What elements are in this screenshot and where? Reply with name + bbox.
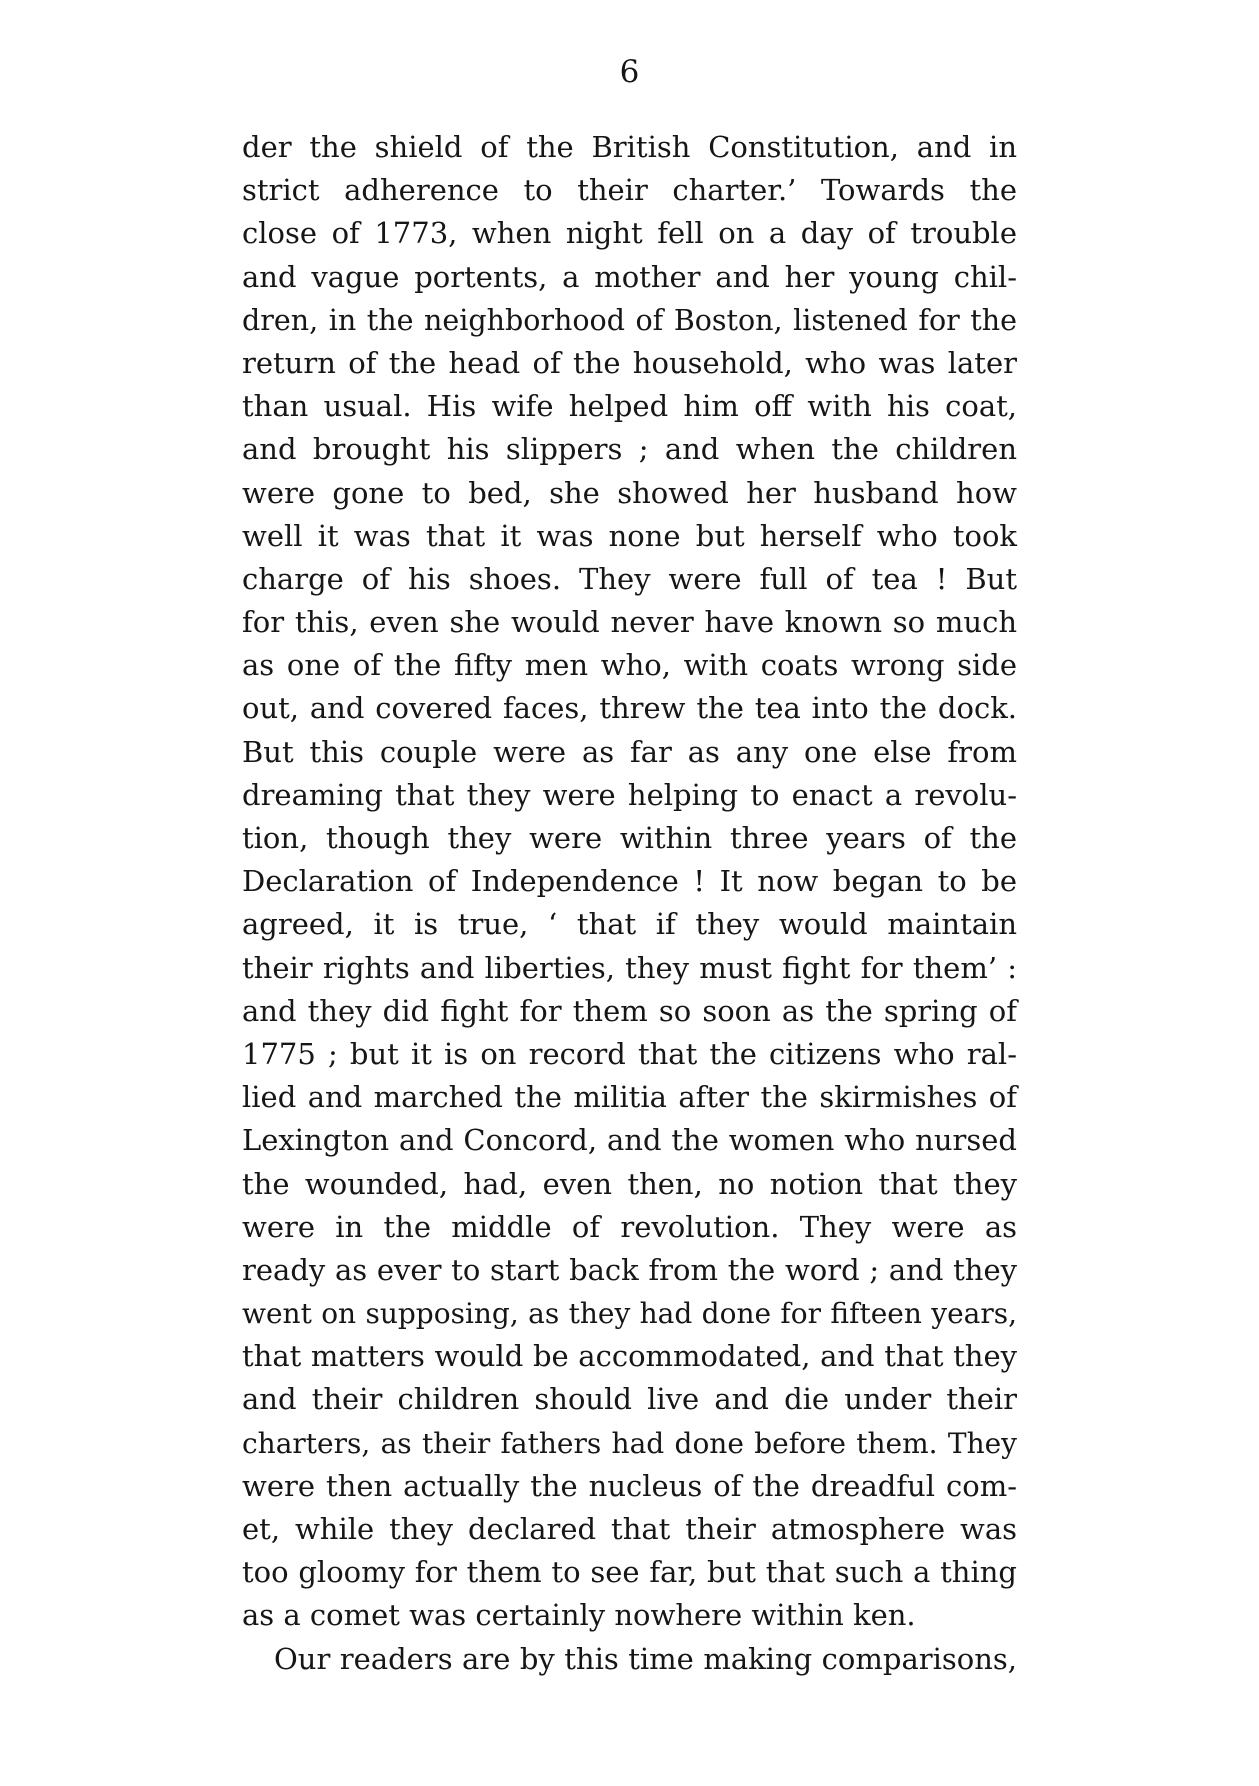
text-line: return of the head of the household, who was later bbox=[242, 345, 1017, 380]
text-line: were gone to bed, she showed her husband how bbox=[242, 475, 1017, 510]
text-line: than usual. His wife helped him off with his coat, bbox=[242, 389, 1017, 424]
body-text bbox=[242, 126, 1017, 1681]
text-line: were in the middle of revolution. They were as bbox=[242, 1209, 1017, 1244]
text-line: their rights and liberties, they must fight for them’ : bbox=[242, 950, 1017, 985]
text-line: as one of the fifty men who, with coats wrong side bbox=[242, 648, 1017, 683]
text-line: But this couple were as far as any one else from bbox=[242, 734, 1017, 769]
text-line: and vague portents, a mother and her young chil- bbox=[242, 259, 1017, 294]
text-line: and their children should live and die under their bbox=[242, 1382, 1017, 1417]
text-line: Our readers are by this time making comparisons, bbox=[274, 1641, 1017, 1676]
text-line: as a comet was certainly nowhere within ken. bbox=[242, 1598, 916, 1633]
text-line: et, while they declared that their atmosphere was bbox=[242, 1512, 1017, 1546]
text-line: Declaration of Independence ! It now began to be bbox=[242, 864, 1017, 899]
text-line: the wounded, had, even then, no notion that they bbox=[242, 1166, 1017, 1201]
text-line: went on supposing, as they had done for fifteen years, bbox=[242, 1297, 1017, 1331]
text-line: well it was that it was none but herself who took bbox=[242, 518, 1017, 553]
text-line: charters, as their fathers had done before them. They bbox=[242, 1426, 1017, 1460]
text-line: charge of his shoes. They were full of tea ! But bbox=[242, 561, 1017, 596]
text-line: out, and covered faces, threw the tea into the dock. bbox=[242, 691, 1017, 726]
text-line: ready as ever to start back from the word ; and they bbox=[242, 1252, 1017, 1287]
text-line: and they did fight for them so soon as the spring of bbox=[242, 993, 1017, 1028]
text-line: too gloomy for them to see far, but that such a thing bbox=[242, 1555, 1017, 1590]
text-line: that matters would be accommodated, and that they bbox=[242, 1339, 1017, 1374]
text-line: Lexington and Concord, and the women who nursed bbox=[242, 1123, 1017, 1158]
text-line: tion, though they were within three years of the bbox=[242, 821, 1017, 855]
text-line: strict adherence to their charter.’ Towards the bbox=[242, 173, 1017, 208]
text-line: were then actually the nucleus of the dreadful com- bbox=[242, 1468, 1017, 1503]
page-number: 6 bbox=[619, 54, 640, 90]
text-line: dren, in the neighborhood of Boston, listened for the bbox=[242, 303, 1017, 337]
text-line: dreaming that they were helping to enact a revolu- bbox=[242, 777, 1017, 812]
text-line: der the shield of the British Constitution, and in bbox=[242, 130, 1017, 164]
text-line: close of 1773, when night fell on a day of trouble bbox=[242, 216, 1017, 251]
text-line: 1775 ; but it is on record that the citizens who ral- bbox=[242, 1036, 1017, 1071]
text-line: and brought his slippers ; and when the children bbox=[242, 432, 1017, 467]
text-line: for this, even she would never have known so much bbox=[242, 605, 1017, 640]
text-line: lied and marched the militia after the skirmishes of bbox=[242, 1080, 1017, 1115]
text-line: agreed, it is true, ‘ that if they would maintain bbox=[242, 907, 1017, 942]
